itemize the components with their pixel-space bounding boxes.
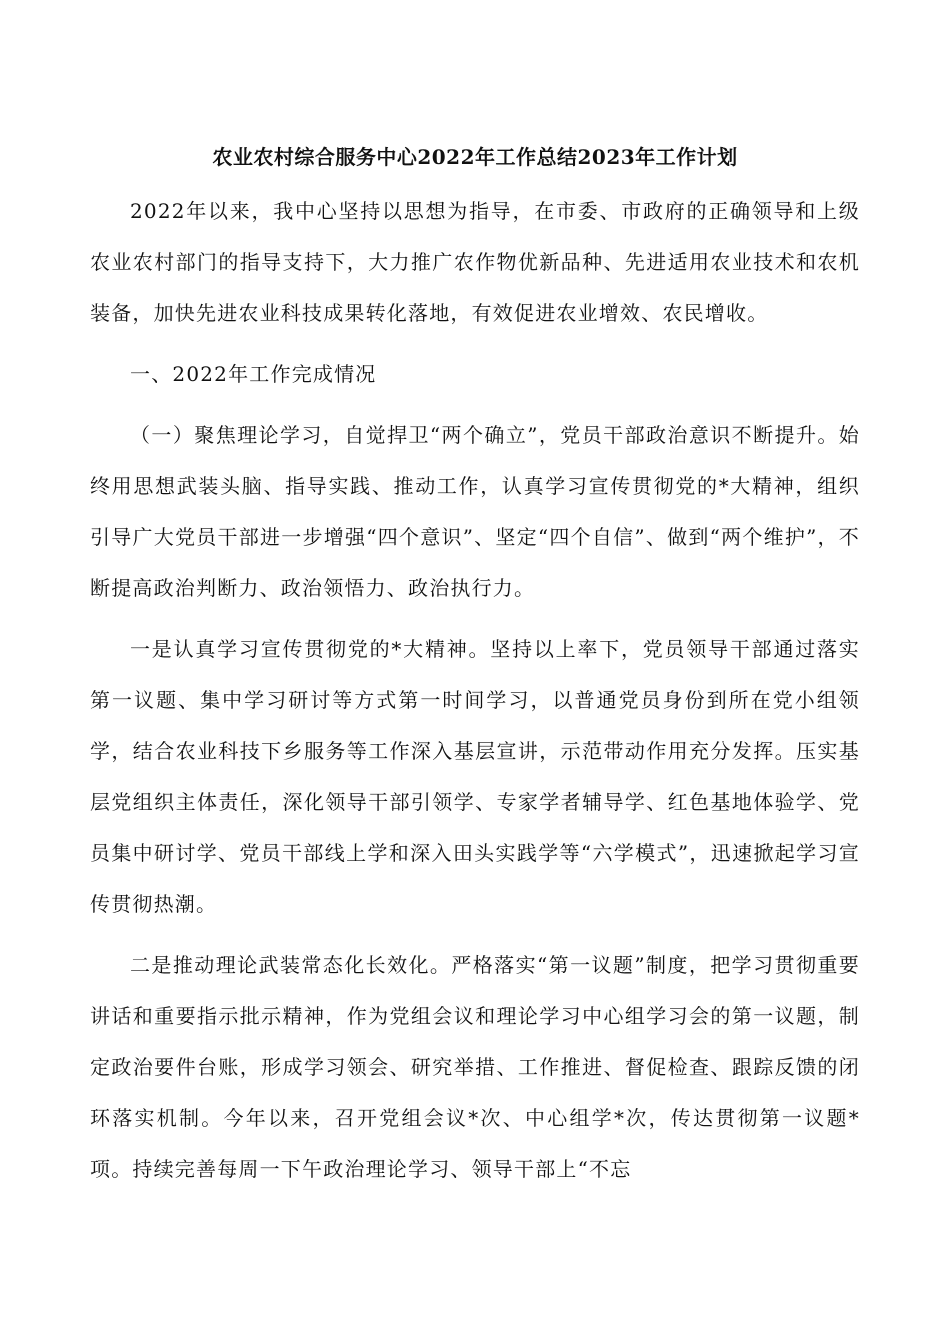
- point-one-paragraph: 一是认真学习宣传贯彻党的*大精神。坚持以上率下，党员领导干部通过落实第一议题、集中学习研讨等方式第一时间学习，以普通党员身份到所在党小组领学，结合农业科技下乡服务等工作深入基层宣讲，示范带动作用充分发挥。压实基层党组织主体责任，深化领导干部引领学、专家学者辅导学、红色基地体验学、党员集中研讨学、党员干部线上学和深入田头实践学等“六学模式”，迅速掀起学习宣传贯彻热潮。: [90, 637, 860, 916]
- document-body: [90, 186, 860, 1205]
- section-heading-work-status: 一、2022年工作完成情况: [130, 362, 377, 386]
- point-two-paragraph: 二是推动理论武装常态化长效化。严格落实“第一议题”制度，把学习贯彻重要讲话和重要指示批示精神，作为党组会议和理论学习中心组学习会的第一议题，制定政治要件台账，形成学习领会、研究举措、工作推进、督促检查、跟踪反馈的闭环落实机制。今年以来，召开党组会议*次、中心组学*次，传达贯彻第一议题*项。持续完善每周一下午政治理论学习、领导干部上“不忘: [90, 953, 860, 1181]
- intro-paragraph: 2022年以来，我中心坚持以思想为指导，在市委、市政府的正确领导和上级农业农村部门的指导支持下，大力推广农作物优新品种、先进适用农业技术和农机装备，加快先进农业科技成果转化落地，有效促进农业增效、农民增收。: [90, 199, 860, 325]
- subsection-theory-study-paragraph: （一）聚焦理论学习，自觉捍卫“两个确立”，党员干部政治意识不断提升。始终用思想武装头脑、指导实践、推动工作，认真学习宣传贯彻党的*大精神，组织引导广大党员干部进一步增强“四个意识”、坚定“四个自信”、做到“两个维护”，不断提高政治判断力、政治领悟力、政治执行力。: [90, 423, 860, 600]
- document-title: 农业农村综合服务中心2022年工作总结2023年工作计划: [212, 145, 738, 169]
